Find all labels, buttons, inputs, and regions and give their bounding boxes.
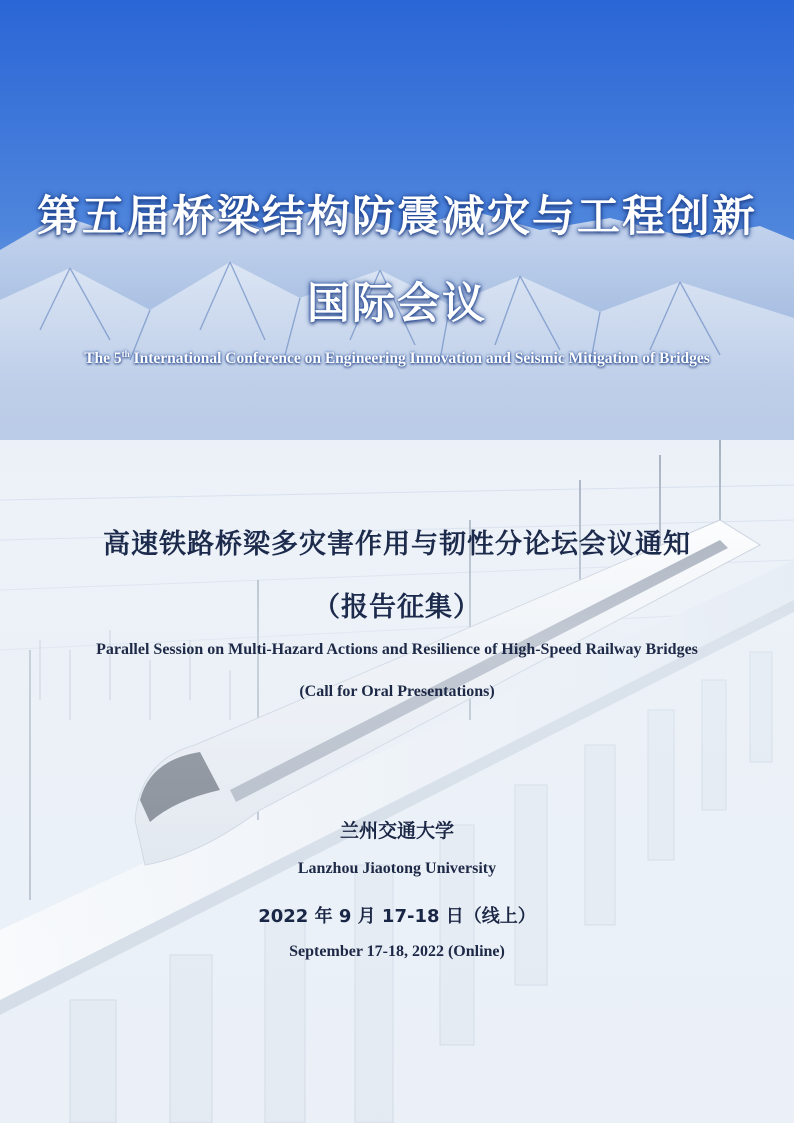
- conference-title-cn-line1: 第五届桥梁结构防震减灾与工程创新: [37, 192, 757, 242]
- university-cn: 兰州交通大学: [339, 820, 454, 842]
- university-en: Lanzhou Jiaotong University: [297, 860, 497, 877]
- conference-title-cn-line2: 国际会议: [307, 279, 487, 329]
- session-title-cn-line1: 高速铁路桥梁多灾害作用与韧性分论坛会议通知: [103, 529, 691, 560]
- date-en: September 17-18, 2022 (Online): [289, 943, 505, 960]
- date-cn: 2022 年 9 月 17-18 日（线上）: [258, 906, 536, 927]
- session-subtitle-en: (Call for Oral Presentations): [299, 683, 495, 700]
- title-en-ordinal: th: [121, 349, 130, 359]
- session-title-cn-line2: （报告征集）: [313, 592, 481, 623]
- conference-title-en: [0, 349, 794, 368]
- session-title-en: Parallel Session on Multi-Hazard Actions and Resilience of High-Speed Railway Bridges: [96, 641, 698, 658]
- title-en-rest: International Conference on Engineering Innovation and Seismic Mitigation of Bridges: [129, 350, 710, 368]
- title-en-prefix: The 5: [84, 350, 122, 368]
